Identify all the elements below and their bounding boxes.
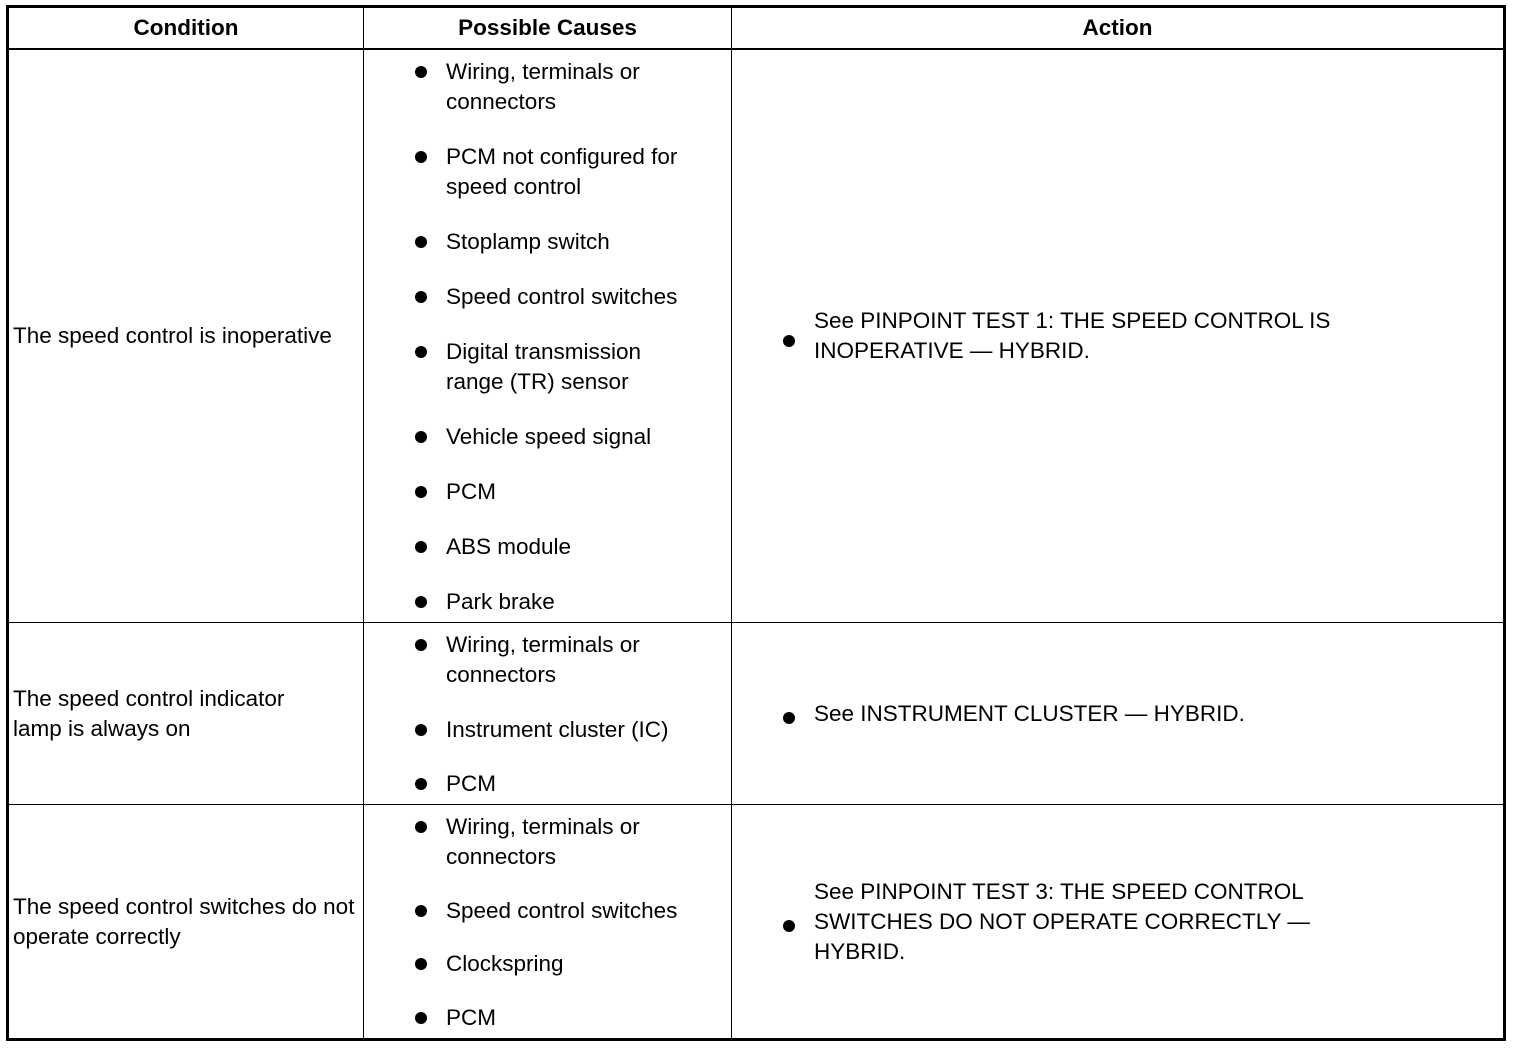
cause-text: PCM [446,771,496,796]
cause-item [364,949,723,979]
cause-text: Wiring, terminals or connectors [446,59,640,114]
cause-item [364,1003,723,1033]
condition-cell [9,805,364,1038]
action-cell [732,623,1503,805]
bullet-icon [415,486,427,498]
header-condition: Condition [9,8,364,50]
bullet-icon [415,639,427,651]
table-grid [9,8,1503,1038]
bullet-icon [415,151,427,163]
condition-text: The speed control is inoperative [13,323,332,348]
bullet-icon [415,905,427,917]
cause-item [364,477,723,507]
causes-cell [364,50,732,623]
diagnostic-table [6,5,1506,1041]
causes-cell [364,623,732,805]
cause-text: Instrument cluster (IC) [446,716,669,742]
cause-item [364,422,723,452]
cause-text: PCM [446,479,496,504]
cause-text: Speed control switches [446,897,678,923]
cause-item [364,812,723,872]
cause-text: Digital transmission range (TR) sensor [446,339,642,394]
bullet-icon [415,291,427,303]
action-text: See PINPOINT TEST 1: THE SPEED CONTROL IS INOPERATIVE — HYBRID. [814,308,1331,363]
causes-cell [364,805,732,1038]
bullet-icon [415,596,427,608]
bullet-icon [783,335,795,347]
cause-item [364,57,723,117]
condition-text: The speed control switches do not operate correctly [13,893,355,949]
bullet-icon [415,958,427,970]
cause-item [364,227,723,257]
bullet-icon [783,920,795,932]
bullet-icon [415,541,427,553]
cause-item [364,769,723,799]
cause-text: Wiring, terminals or connectors [446,632,640,687]
condition-text: The speed control indicator lamp is always on [13,685,285,741]
cause-text: Speed control switches [446,284,678,309]
cause-text: Stoplamp switch [446,229,610,254]
cause-item [364,532,723,562]
bullet-icon [415,778,427,790]
bullet-icon [783,712,795,724]
bullet-icon [415,724,427,736]
cause-item [364,142,723,202]
cause-item [364,587,723,617]
header-action: Action [732,8,1503,50]
cause-item [364,715,723,745]
bullet-icon [415,821,427,833]
action-text: See PINPOINT TEST 3: THE SPEED CONTROL SWITCHES DO NOT OPERATE CORRECTLY — HYBRID. [814,878,1310,964]
bullet-icon [415,431,427,443]
bullet-icon [415,236,427,248]
action-cell [732,805,1503,1038]
cause-text: Wiring, terminals or connectors [446,814,640,869]
cause-text: PCM [446,1004,496,1030]
cause-item [364,282,723,312]
action-cell [732,50,1503,623]
cause-text: Clockspring [446,951,564,977]
cause-text: Park brake [446,589,555,614]
cause-text: ABS module [446,534,572,559]
bullet-icon [415,1012,427,1024]
cause-item [364,337,723,397]
cause-text: PCM not configured for speed control [446,144,678,199]
action-text: See INSTRUMENT CLUSTER — HYBRID. [814,700,1245,726]
bullet-icon [415,346,427,358]
cause-item [364,896,723,926]
bullet-icon [415,66,427,78]
cause-text: Vehicle speed signal [446,424,652,449]
condition-cell [9,623,364,805]
cause-item [364,630,723,690]
header-possible-causes: Possible Causes [364,8,732,50]
condition-cell [9,50,364,623]
